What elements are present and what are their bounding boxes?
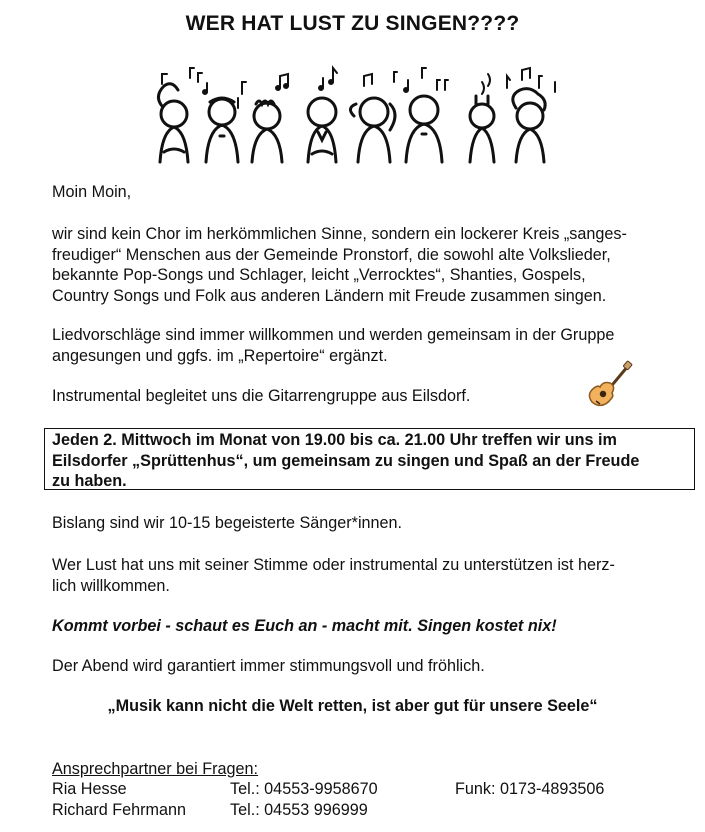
quote: „Musik kann nicht die Welt retten, ist aber gut für unsere Seele“	[107, 697, 598, 715]
meeting-line: zu haben.	[52, 472, 127, 490]
contacts-heading: Ansprechpartner bei Fragen:	[52, 760, 259, 778]
intro-line: wir sind kein Chor im herkömmlichen Sinne, sondern ein lockerer Kreis „sanges-	[52, 225, 627, 243]
meeting-line: Jeden 2. Mittwoch im Monat von 19.00 bis ca. 21.00 Uhr treffen wir uns im	[52, 431, 617, 449]
slogan: Kommt vorbei - schaut es Euch an - macht mit. Singen kostet nix!	[52, 617, 557, 635]
contact-name: Ria Hesse	[52, 780, 127, 798]
instrumental-text: Instrumental begleitet uns die Gitarrengruppe aus Eilsdorf.	[52, 387, 471, 405]
contact-tel: Tel.: 04553-9958670	[230, 780, 378, 798]
intro-line: bekannte Pop-Songs und Schlager, leicht „Verrocktes“, Shanties, Gospels,	[52, 266, 586, 284]
suggestions-line: Liedvorschläge sind immer willkommen und werden gemeinsam in der Gruppe	[52, 326, 615, 344]
meeting-info-text	[52, 430, 639, 492]
invite-paragraph	[52, 555, 615, 596]
intro-line: freudiger“ Menschen aus der Gemeinde Pronstorf, die sowohl alte Volkslieder,	[52, 245, 611, 264]
suggestions-paragraph	[52, 325, 614, 366]
suggestions-line: angesungen und ggfs. im „Repertoire“ ergänzt.	[52, 346, 388, 365]
singing-choir-illustration	[152, 64, 560, 166]
contact-funk: Funk: 0173-4893506	[455, 780, 605, 798]
invite-line: lich willkommen.	[52, 576, 170, 595]
greeting: Moin Moin,	[52, 183, 132, 201]
guitar-icon	[584, 360, 636, 412]
meeting-line: Eilsdorfer „Sprüttenhus“, um gemeinsam zu singen und Spaß an der Freude	[52, 451, 640, 470]
evening-text: Der Abend wird garantiert immer stimmungsvoll und fröhlich.	[52, 657, 485, 675]
page-title: WER HAT LUST ZU SINGEN????	[185, 12, 520, 35]
intro-paragraph	[52, 224, 627, 306]
contact-tel: Tel.: 04553 996999	[230, 801, 368, 819]
members-text: Bislang sind wir 10-15 begeisterte Sänger*innen.	[52, 514, 403, 532]
contact-name: Richard Fehrmann	[52, 801, 187, 819]
intro-line: Country Songs und Folk aus anderen Ländern mit Freude zusammen singen.	[52, 286, 607, 305]
invite-line: Wer Lust hat uns mit seiner Stimme oder instrumental zu unterstützen ist herz-	[52, 556, 615, 574]
